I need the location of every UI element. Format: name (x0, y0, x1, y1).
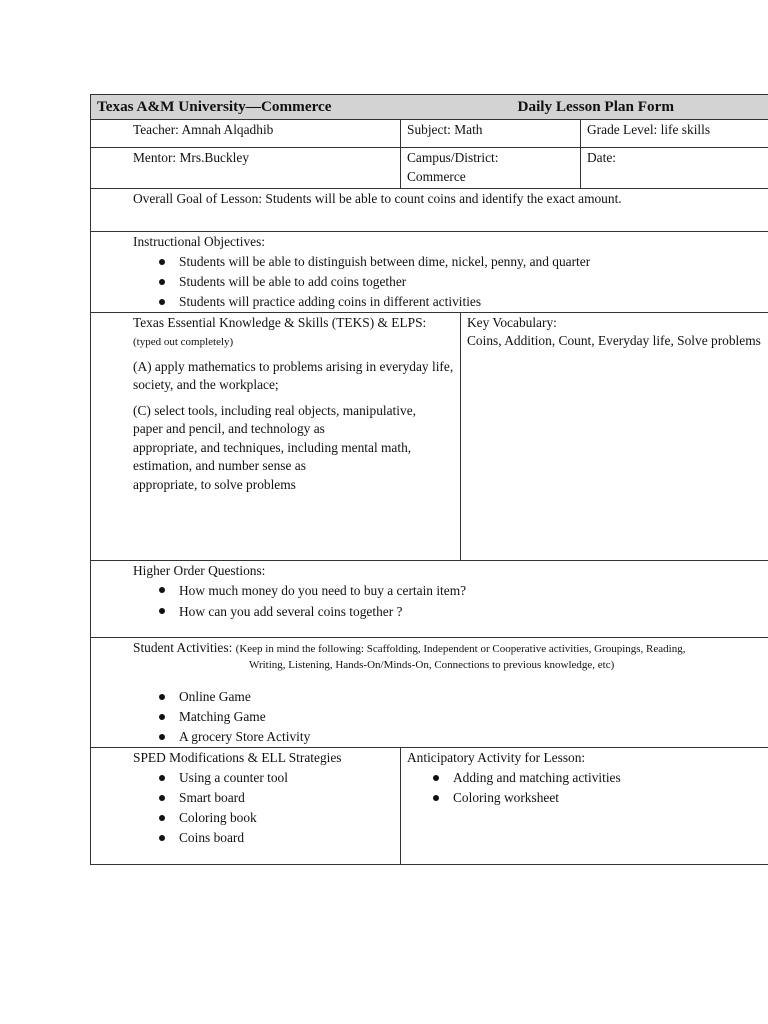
teks-cell (91, 312, 461, 560)
subject-field: Subject: Math (407, 122, 483, 137)
form-header-row (91, 95, 768, 120)
list-item: Students will practice adding coins in different activities (179, 292, 768, 312)
activities-header (91, 638, 768, 674)
form-header (91, 95, 768, 120)
list-item: Adding and matching activities (453, 768, 768, 788)
list-item: Online Game (179, 687, 768, 707)
goal-row (91, 189, 768, 232)
info-row-2 (91, 148, 768, 189)
form-title: Daily Lesson Plan Form (517, 98, 675, 115)
list-item: Matching Game (179, 707, 768, 727)
objectives-row (91, 232, 768, 313)
mentor-field: Mentor: Mrs.Buckley (133, 150, 250, 165)
teks-paragraph-a: (A) apply mathematics to problems arising in everyday life, society, and the workplace; (133, 358, 454, 392)
teks-block (91, 313, 460, 497)
questions-cell (91, 560, 768, 637)
list-item: Coloring worksheet (453, 788, 768, 808)
activities-note: Writing, Listening, Hands-On/Minds-On, Connections to previous knowledge, etc) (249, 659, 615, 671)
list-item: Students will be able to distinguish between dime, nickel, penny, and quarter (179, 252, 768, 272)
campus-district-field: Campus/District: Commerce (407, 150, 499, 184)
teks-line: paper and pencil, and technology as (133, 421, 325, 436)
teacher-field: Teacher: Amnah Alqadhib (133, 122, 274, 137)
teks-line: estimation, and number sense as (133, 458, 306, 473)
vocabulary-cell (461, 312, 768, 560)
lesson-plan-form (90, 94, 768, 865)
date-cell (581, 148, 768, 189)
teks-paragraph-c (133, 402, 454, 495)
activities-list (91, 687, 768, 747)
vocabulary-block (461, 313, 768, 353)
list-item: Smart board (179, 788, 400, 808)
teks-line: appropriate, and techniques, including mental math, (133, 439, 412, 455)
list-item: Students will be able to add coins together (179, 272, 768, 292)
grade-level-field: Grade Level: life skills (587, 122, 711, 137)
activities-row (91, 637, 768, 748)
activities-note: (Keep in mind the following: Scaffolding, Independent or Cooperative activities, Groupings, Reading, (235, 642, 686, 655)
sped-label: SPED Modifications & ELL Strategies (133, 750, 342, 765)
info-row-1 (91, 120, 768, 148)
vocabulary-text: Coins, Addition, Count, Everyday life, Solve problems (467, 333, 761, 348)
objectives-cell (91, 232, 768, 313)
activities-cell (91, 637, 768, 748)
list-item: A grocery Store Activity (179, 727, 768, 747)
overall-goal: Overall Goal of Lesson: Students will be able to count coins and identify the exact amount. (133, 191, 622, 206)
questions-label: Higher Order Questions: (133, 562, 266, 578)
teks-line: appropriate, to solve problems (133, 476, 296, 492)
list-item: Coins board (179, 828, 400, 848)
anticipatory-label: Anticipatory Activity for Lesson: (407, 750, 586, 765)
teks-label: Texas Essential Knowledge & Skills (TEKS) & ELPS: (133, 314, 427, 330)
list-item: Using a counter tool (179, 768, 400, 788)
activities-label: Student Activities: (133, 639, 233, 655)
list-item: How much money do you need to buy a certain item? (179, 580, 768, 601)
list-item: Coloring book (179, 808, 400, 828)
anticipatory-list (401, 768, 768, 808)
anticipatory-cell (401, 748, 768, 865)
list-item: How can you add several coins together ? (179, 601, 768, 622)
campus-cell (401, 148, 581, 189)
objectives-list (91, 252, 768, 312)
questions-row (91, 560, 768, 637)
institution-title: Texas A&M University—Commerce (97, 98, 332, 115)
teks-line: (C) select tools, including real objects, manipulative, (133, 402, 416, 418)
teks-note: (typed out completely) (133, 336, 234, 348)
teacher-cell (91, 120, 401, 148)
strategies-row (91, 748, 768, 865)
goal-cell (91, 189, 768, 232)
teks-row (91, 312, 768, 560)
subject-cell (401, 120, 581, 148)
sped-list (91, 768, 400, 848)
objectives-label: Instructional Objectives: (133, 234, 266, 249)
mentor-cell (91, 148, 401, 189)
sped-cell (91, 748, 401, 865)
vocabulary-label: Key Vocabulary: (467, 314, 557, 330)
questions-list (91, 580, 768, 622)
grade-cell (581, 120, 768, 148)
date-field: Date: (587, 150, 616, 165)
